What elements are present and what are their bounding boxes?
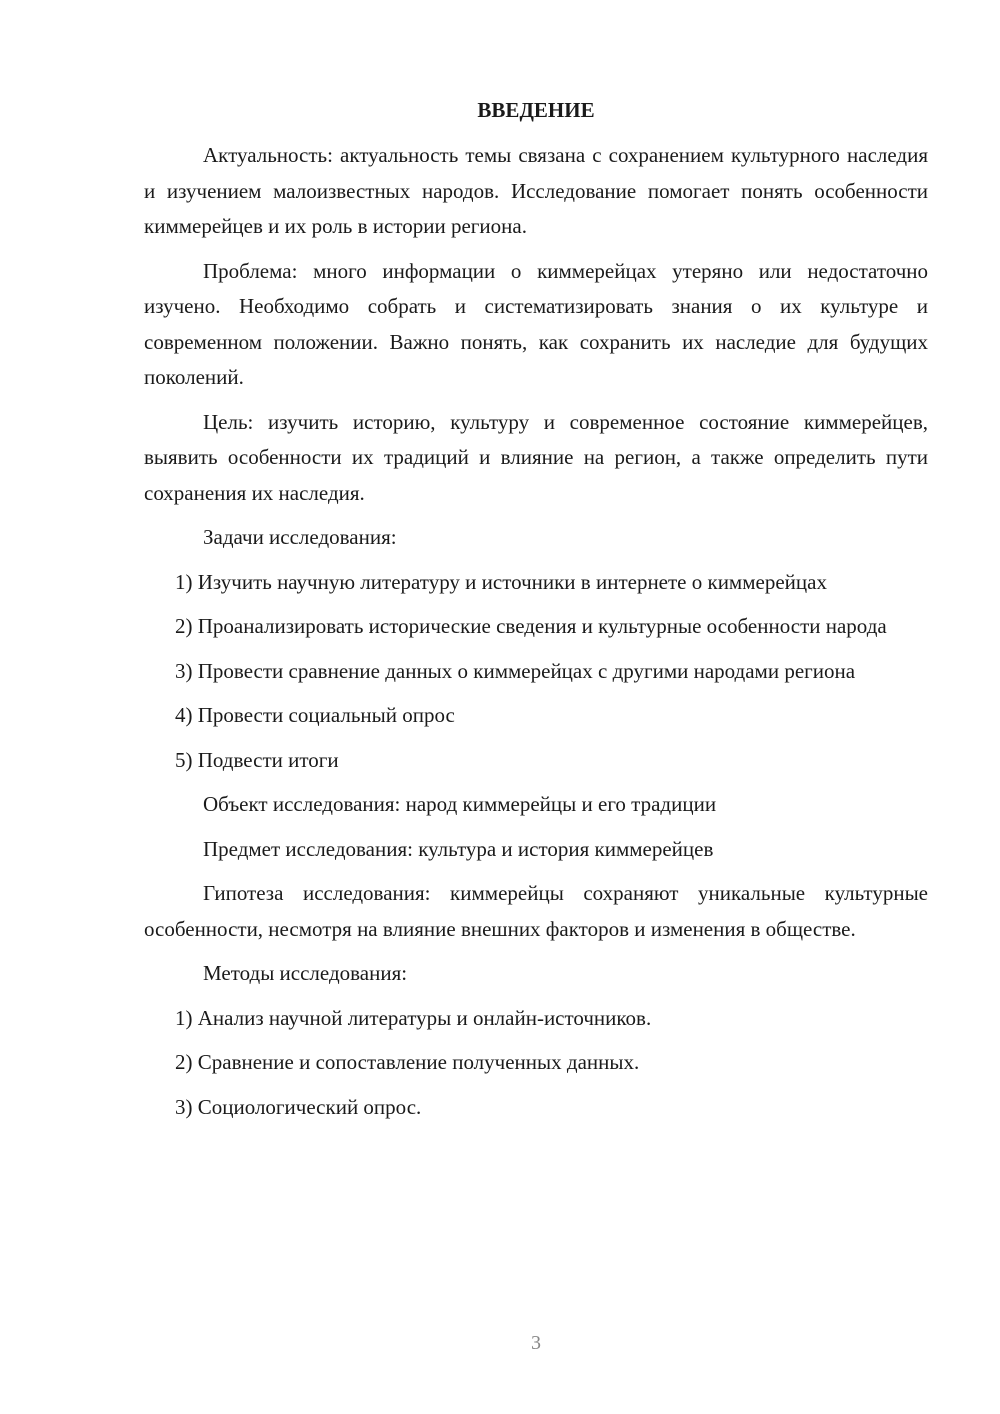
paragraph-problem: Проблема: много информации о киммерейцах утеряно или недостаточно изучено. Необходимо собрать и систематизировать знания о их культуре и современном положении. Важно понять, как сохранить их наследие для будущих поколений. bbox=[144, 258, 928, 389]
task-item-3: 3) Провести сравнение данных о киммерейцах с другими народами региона bbox=[175, 658, 856, 683]
paragraph-hypothesis: Гипотеза исследования: киммерейцы сохраняют уникальные культурные особенности, несмотря на влияние внешних факторов и изменения в обществе. bbox=[144, 881, 928, 941]
document-title: ВВЕДЕНИЕ bbox=[477, 98, 595, 122]
method-item-3: 3) Социологический опрос. bbox=[175, 1094, 422, 1119]
document-page bbox=[144, 96, 928, 1134]
methods-heading: Методы исследования: bbox=[203, 961, 408, 985]
tasks-heading: Задачи исследования: bbox=[203, 525, 397, 549]
page-number: 3 bbox=[531, 1332, 541, 1354]
task-item-2: 2) Проанализировать исторические сведения и культурные особенности народа bbox=[175, 614, 887, 638]
paragraph-object: Объект исследования: народ киммерейцы и его традиции bbox=[203, 792, 717, 816]
paragraph-relevance: Актуальность: актуальность темы связана с сохранением культурного наследия и изучением малоизвестных народов. Исследование помогает понять особенности киммерейцев и их роль в истории региона. bbox=[144, 143, 928, 238]
task-item-4: 4) Провести социальный опрос bbox=[175, 703, 455, 727]
task-item-1: 1) Изучить научную литературу и источники в интернете о киммерейцах bbox=[175, 569, 827, 594]
task-item-5: 5) Подвести итоги bbox=[175, 747, 339, 772]
paragraph-goal: Цель: изучить историю, культуру и современное состояние киммерейцев, выявить особенности их традиций и влияние на регион, а также определить пути сохранения их наследия. bbox=[144, 409, 928, 505]
method-item-2: 2) Сравнение и сопоставление полученных данных. bbox=[175, 1050, 640, 1074]
paragraph-subject: Предмет исследования: культура и история киммерейцев bbox=[203, 836, 714, 861]
method-item-1: 1) Анализ научной литературы и онлайн-источников. bbox=[175, 1005, 652, 1030]
